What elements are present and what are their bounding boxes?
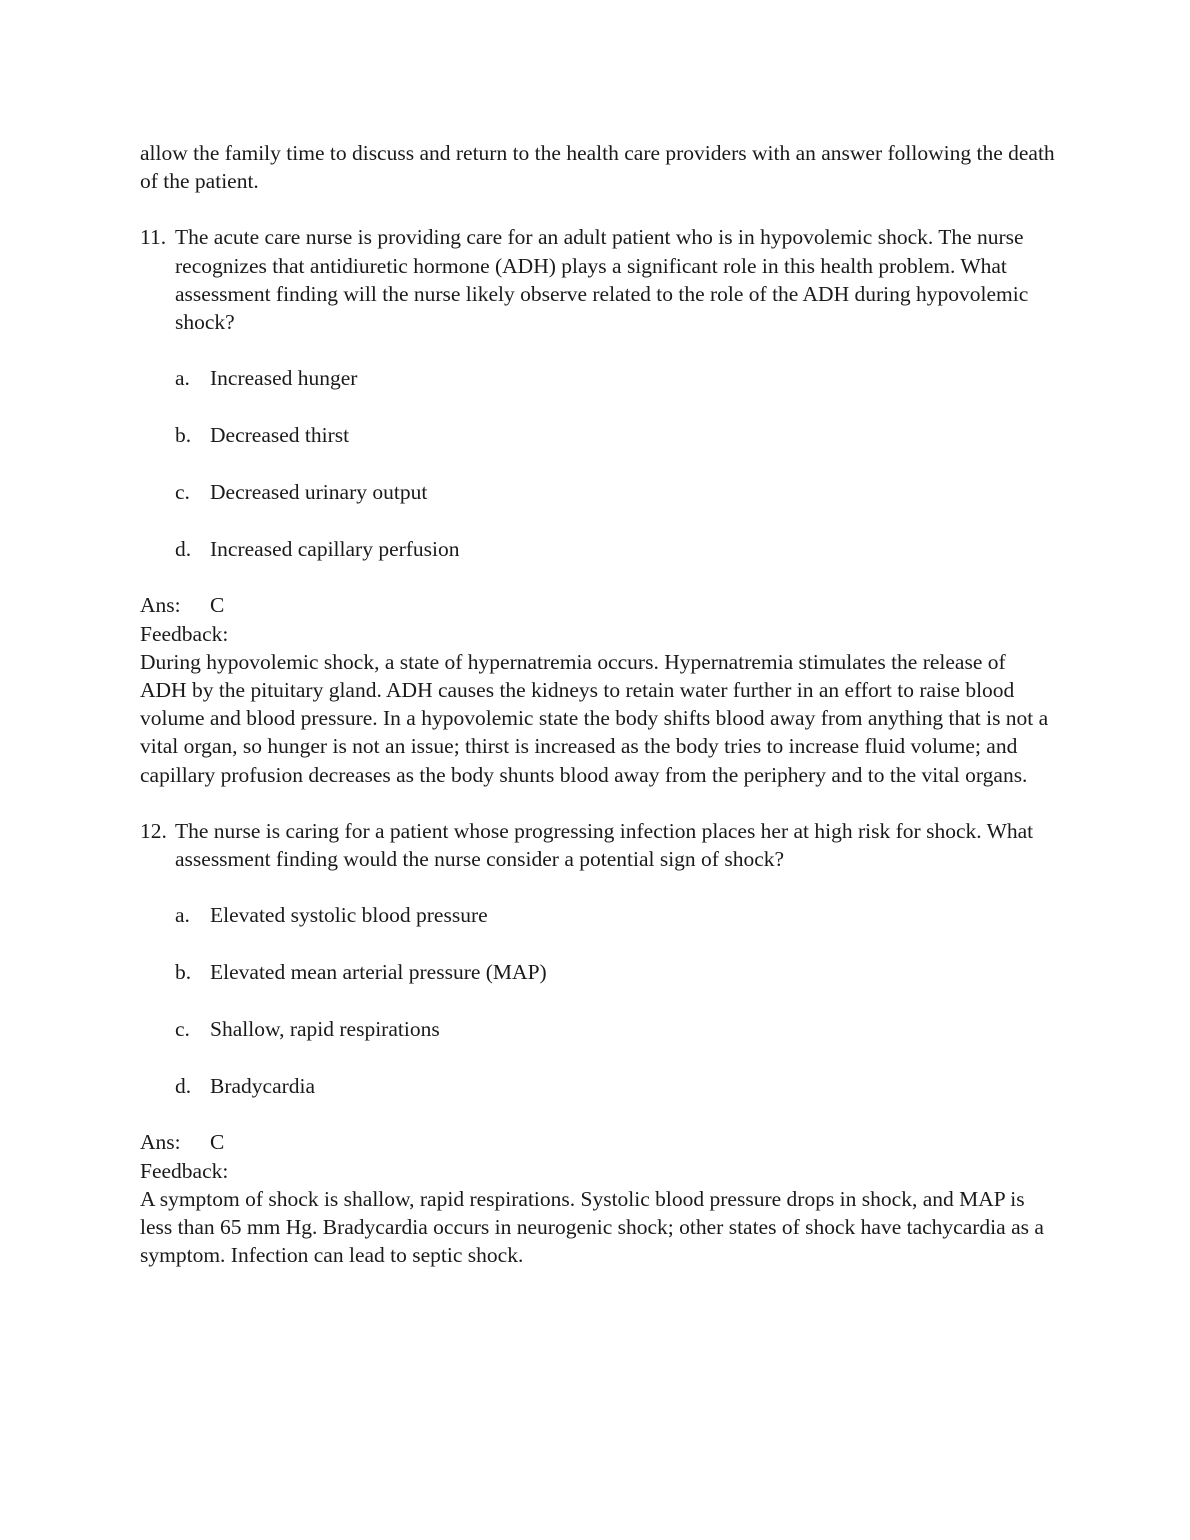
option-d — [175, 1072, 1055, 1100]
option-text: Elevated systolic blood pressure — [210, 903, 488, 928]
option-b — [175, 421, 1055, 449]
question-11 — [140, 223, 1055, 336]
option-label: a. — [175, 366, 190, 391]
question-text: The acute care nurse is providing care for an adult patient who is in hypovolemic shock. The nurse recognizes that antidiuretic hormone (ADH) plays a significant role in this health problem. What assessment finding will the nurse likely observe related to the role of the ADH during hypovolemic shock? — [175, 225, 1029, 335]
option-label: c. — [175, 1016, 190, 1041]
option-text: Elevated mean arterial pressure (MAP) — [210, 960, 547, 985]
feedback-text: During hypovolemic shock, a state of hypernatremia occurs. Hypernatremia stimulates the release of ADH by the pituitary gland. ADH causes the kidneys to retain water further in an effort to raise blood volume and blood pressure. In a hypovolemic state the body shifts blood away from anything that is not a vital organ, so hunger is not an issue; thirst is increased as the body tries to increase fluid volume; and capillary profusion decreases as the body shunts blood away from the periphery and to the vital organs. — [140, 649, 1049, 787]
answer-block-12 — [140, 1128, 1055, 1269]
option-a — [175, 901, 1055, 929]
answer-row — [140, 1128, 1055, 1156]
question-number: 12. — [140, 818, 167, 843]
question-12 — [140, 817, 1055, 873]
feedback-label: Feedback: — [140, 1158, 229, 1183]
option-text: Increased hunger — [210, 366, 358, 391]
option-label: d. — [175, 536, 192, 561]
option-label: b. — [175, 960, 192, 985]
feedback-label: Feedback: — [140, 621, 229, 646]
option-text: Bradycardia — [210, 1073, 316, 1098]
answer-value: C — [210, 1130, 225, 1155]
option-label: a. — [175, 903, 190, 928]
option-d — [175, 535, 1055, 563]
option-b — [175, 958, 1055, 986]
answer-label: Ans: — [140, 1130, 181, 1155]
option-a — [175, 364, 1055, 392]
option-c — [175, 1015, 1055, 1043]
answer-block-11 — [140, 591, 1055, 788]
intro-paragraph: allow the family time to discuss and return to the health care providers with an answer following the death of the patient. — [140, 141, 1055, 194]
answer-row — [140, 591, 1055, 619]
option-text: Shallow, rapid respirations — [210, 1016, 440, 1041]
feedback-text: A symptom of shock is shallow, rapid respirations. Systolic blood pressure drops in shock, and MAP is less than 65 mm Hg. Bradycardia occurs in neurogenic shock; other states of shock have tachycardia as a symptom. Infection can lead to septic shock. — [140, 1186, 1044, 1268]
option-c — [175, 478, 1055, 506]
option-text: Decreased thirst — [210, 423, 350, 448]
document-page — [140, 139, 1055, 1297]
option-text: Increased capillary perfusion — [210, 536, 460, 561]
option-label: b. — [175, 423, 192, 448]
answer-value: C — [210, 593, 225, 618]
option-label: d. — [175, 1073, 192, 1098]
question-text: The nurse is caring for a patient whose progressing infection places her at high risk for shock. What assessment finding would the nurse consider a potential sign of shock? — [175, 818, 1034, 872]
answer-label: Ans: — [140, 593, 181, 618]
option-text: Decreased urinary output — [210, 479, 428, 504]
option-label: c. — [175, 479, 190, 504]
question-number: 11. — [140, 225, 167, 250]
